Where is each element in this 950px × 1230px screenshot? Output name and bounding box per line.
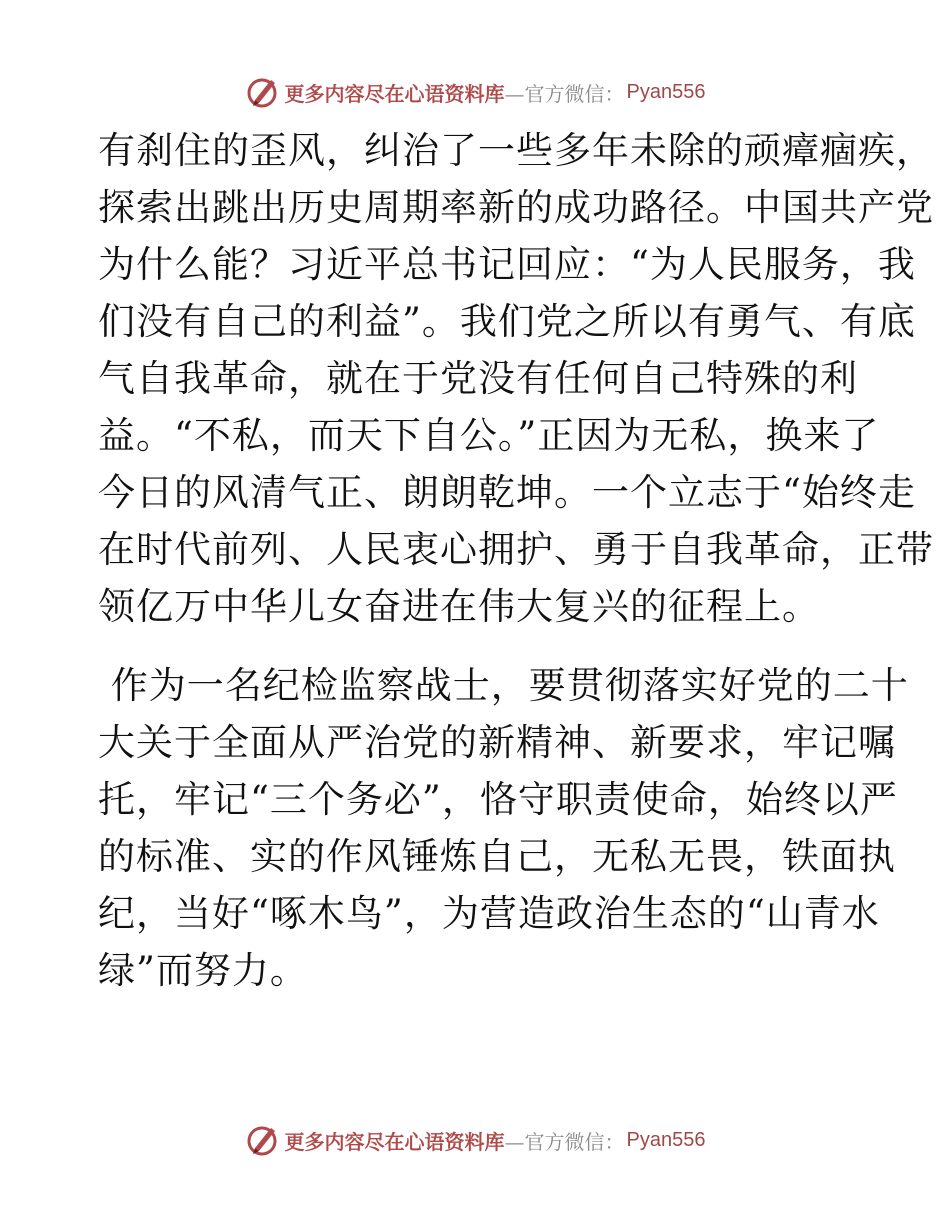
header-banner [0, 72, 950, 112]
text-line: 作为一名纪检监察战士，要贯彻落实好党的二十 [98, 664, 909, 707]
text-line: 今日的风清气正、朗朗乾坤。一个立志于“始终走 [98, 471, 916, 514]
header-site-name: 更多内容尽在心语资料库 [284, 81, 505, 106]
text-line: 绿”而努力。 [98, 949, 308, 992]
text-line: 在时代前列、人民衷心拥护、勇于自我革命，正带 [98, 528, 934, 571]
footer-banner [0, 1120, 950, 1160]
text-line: 们没有自己的利益”。我们党之所以有勇气、有底 [98, 300, 916, 343]
text-line: 托，牢记“三个务必”，恪守职责使命，始终以严 [98, 778, 898, 821]
text-line: 纪，当好“啄木鸟”，为营造政治生态的“山青水 [98, 892, 880, 935]
footer-site-name: 更多内容尽在心语资料库 [284, 1129, 505, 1154]
document-body [98, 122, 934, 999]
paragraph-1 [98, 122, 934, 635]
text-line: 领亿万中华儿女奋进在伟大复兴的征程上。 [98, 585, 820, 628]
text-line: 的标准、实的作风锤炼自己，无私无畏，铁面执 [98, 835, 896, 878]
quill-pen-logo-icon [245, 1122, 281, 1158]
text-line: 大关于全面从严治党的新精神、新要求，牢记嘱 [98, 721, 896, 764]
text-line: 有刹住的歪风，纠治了一些多年未除的顽瘴痼疾， [98, 129, 934, 172]
text-line: 探索出跳出历史周期率新的成功路径。中国共产党 [98, 186, 934, 229]
quill-pen-logo-icon [245, 74, 281, 110]
text-line: 气自我革命，就在于党没有任何自己特殊的利 [98, 357, 858, 400]
text-line: 为什么能？习近平总书记回应：“为人民服务，我 [98, 243, 916, 286]
header-wechat-label: —官方微信： [504, 81, 625, 106]
footer-wechat-id: Pyan556 [626, 1128, 706, 1151]
footer-wechat-label: —官方微信： [504, 1129, 625, 1154]
header-wechat-id: Pyan556 [626, 80, 706, 103]
text-line: 益。“不私，而天下自公。”正因为无私，换来了 [98, 414, 880, 457]
paragraph-spacer [98, 635, 858, 657]
paragraph-2 [98, 657, 909, 999]
